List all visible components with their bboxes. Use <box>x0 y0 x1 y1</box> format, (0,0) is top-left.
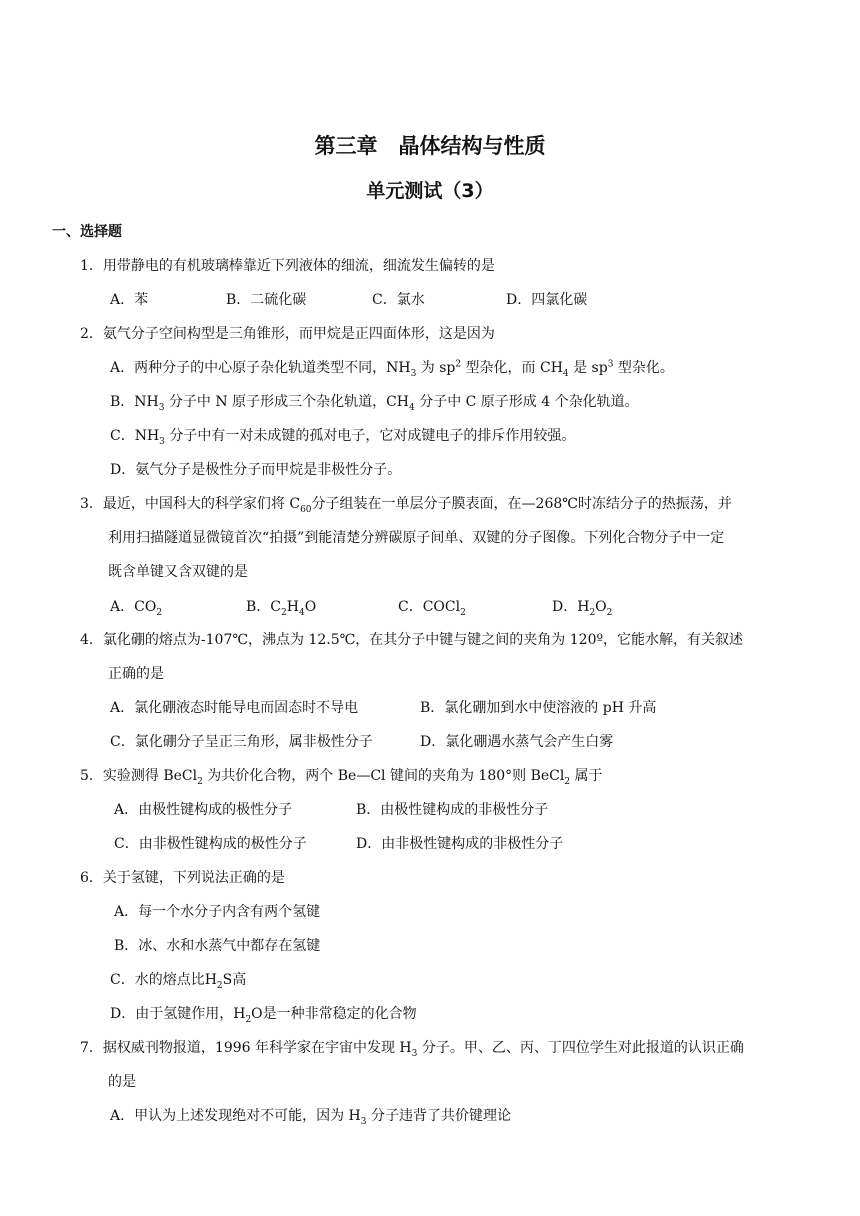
option-a: A．苯 <box>110 292 149 308</box>
question-4-options-row-2 <box>110 731 613 751</box>
question-6-option-d: D．由于氢键作用，$H_2O$是一种非常稳定的化合物 <box>110 1006 417 1025</box>
option-a: A．$CO_2$ <box>110 599 163 618</box>
option-c: C．氯水 <box>372 292 425 308</box>
option-c: C．COCl$_2$ <box>398 599 466 618</box>
question-3-stem-line-2: 利用扫描隧道显微镜首次“拍摄”到能清楚分辨碳原子间单、双键的分子图像。下列化合物分子中一定 <box>108 530 725 546</box>
question-7-stem-line-1: 7．据权威刊物报道，1996 年科学家在宇宙中发现 $H_3$ 分子。甲、乙、丙、丁四位学生对此报道的认识正确 <box>80 1040 744 1059</box>
option-d: D．由非极性键构成的非极性分子 <box>356 836 564 852</box>
option-b: B．氯化硼加到水中使溶液的 pH 升高 <box>420 700 657 716</box>
question-4-stem-line-1: 4．氯化硼的熔点为-107℃，沸点为 12.5℃，在其分子中键与键之间的夹角为 120º，它能水解，有关叙述 <box>80 632 744 648</box>
question-4-stem-line-2: 正确的是 <box>108 666 164 682</box>
option-b: B．$C_2H_4O$ <box>246 599 317 618</box>
question-2-stem: 2．氨气分子空间构型是三角锥形，而甲烷是正四面体形，这是因为 <box>80 326 495 342</box>
question-2-option-c: C．$NH_3$ 分子中有一对未成键的孤对电子，它对成键电子的排斥作用较强。 <box>110 428 576 447</box>
option-d: D．氯化硼遇水蒸气会产生白雾 <box>420 734 614 750</box>
page-subtitle: 单元测试（3） <box>366 180 494 202</box>
question-1-options <box>110 289 587 309</box>
option-d: D．$H_2O_2$ <box>552 599 613 618</box>
question-3-options <box>110 596 612 616</box>
question-6-stem: 6．关于氢键，下列说法正确的是 <box>80 870 285 886</box>
question-7-stem-line-2: 的是 <box>108 1074 136 1090</box>
option-d: D．四氯化碳 <box>506 292 588 308</box>
section-heading: 一、选择题 <box>52 224 122 240</box>
question-3-stem-line-1: 3．最近，中国科大的科学家们将 $C_{60}$分子组装在一单层分子膜表面，在—268℃时冻结分子的热振荡，并 <box>80 496 732 515</box>
question-2-option-b: B．$NH_3$ 分子中 N 原子形成三个杂化轨道，$CH_4$ 分子中 C 原子形成 4 个杂化轨道。 <box>110 394 639 413</box>
question-6-option-b: B．冰、水和水蒸气中都存在氢键 <box>114 938 321 954</box>
question-5-options-row-1 <box>114 799 548 819</box>
option-a: A．氯化硼液态时能导电而固态时不导电 <box>110 700 359 716</box>
option-b: B．二硫化碳 <box>226 292 307 308</box>
question-5-options-row-2 <box>114 833 563 853</box>
option-c: C．由非极性键构成的极性分子 <box>114 836 307 852</box>
question-7-option-a: A．甲认为上述发现绝对不可能，因为 $H_3$ 分子违背了共价键理论 <box>110 1108 511 1127</box>
question-2-option-a: A．两种分子的中心原子杂化轨道类型不同，$NH_3$ 为 $sp^2$ 型杂化，而 $CH_4$ 是 $sp^3$ 型杂化。 <box>110 359 674 379</box>
question-3-stem-line-3: 既含单键又含双键的是 <box>108 564 248 580</box>
question-6-option-a: A．每一个水分子内含有两个氢键 <box>114 904 321 920</box>
option-b: B．由极性键构成的非极性分子 <box>356 802 549 818</box>
page-title: 第三章 晶体结构与性质 <box>314 134 546 158</box>
question-6-option-c: C．水的熔点比$H_2S$高 <box>110 972 247 991</box>
option-a: A．由极性键构成的极性分子 <box>114 802 293 818</box>
question-5-stem: 5．实验测得 BeCl$_2$ 为共价化合物，两个 Be—Cl 键间的夹角为 180°则 BeCl$_2$ 属于 <box>80 768 603 787</box>
option-c: C．氯化硼分子呈正三角形，属非极性分子 <box>110 734 373 750</box>
question-4-options-row-1 <box>110 697 656 717</box>
question-1-stem: 1．用带静电的有机玻璃棒靠近下列液体的细流，细流发生偏转的是 <box>80 258 495 274</box>
question-2-option-d: D．氨气分子是极性分子而甲烷是非极性分子。 <box>110 462 402 478</box>
